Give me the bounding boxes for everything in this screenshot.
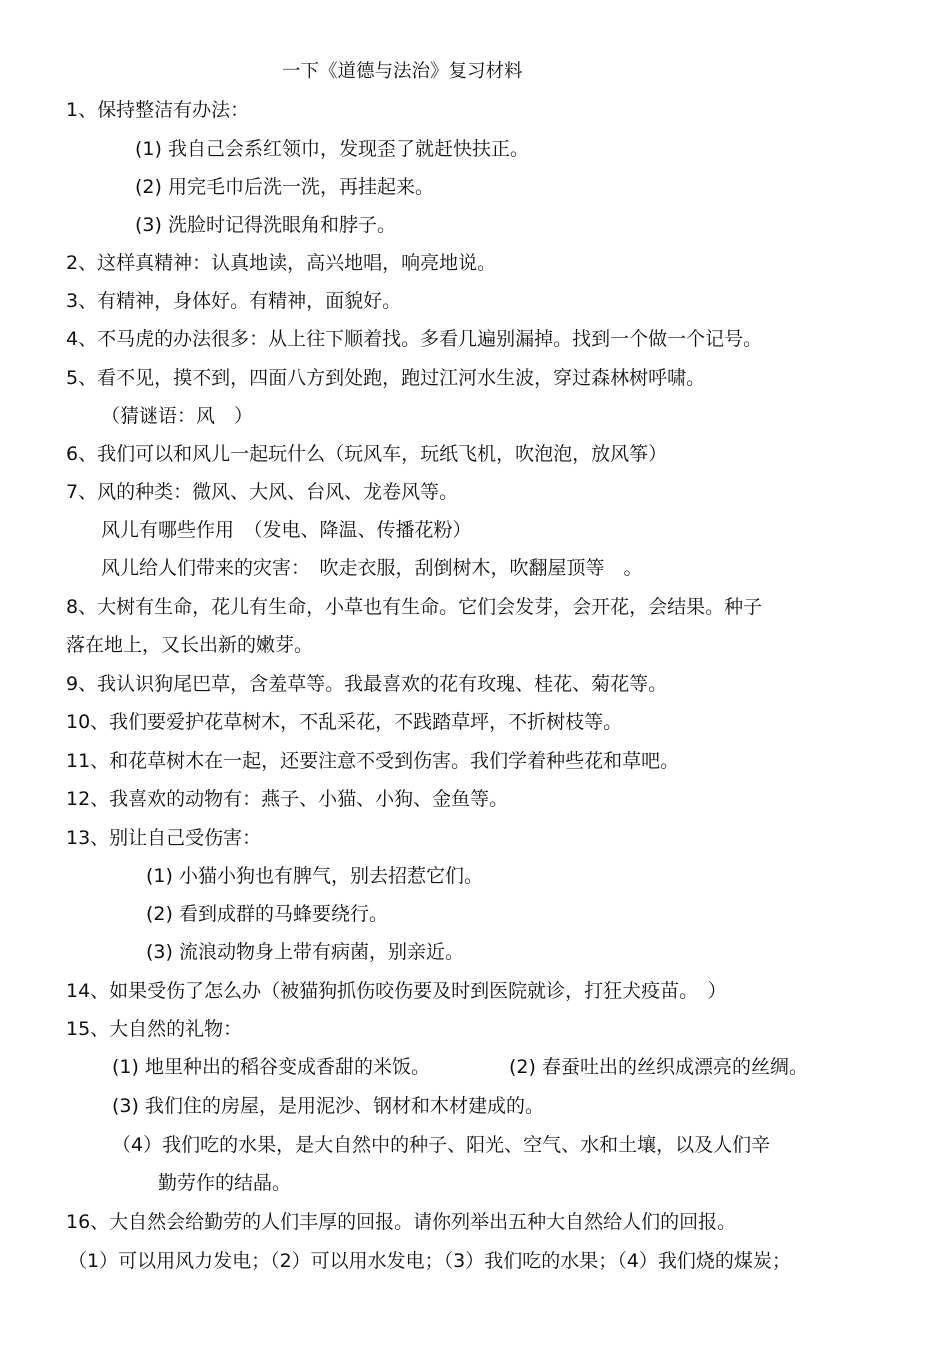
item-15-heading: 15、大自然的礼物： bbox=[66, 1018, 243, 1040]
item-4: 4、不马虎的办法很多：从上往下顺着找。多看几遍别漏掉。找到一个做一个记号。 bbox=[66, 328, 763, 350]
item-13-sub-2: (2) 看到成群的马蜂要绕行。 bbox=[146, 903, 388, 925]
item-3: 3、有精神，身体好。有精神，面貌好。 bbox=[66, 290, 402, 312]
item-1-sub-2: (2) 用完毛巾后洗一洗，再挂起来。 bbox=[135, 176, 434, 198]
item-13-sub-1: (1) 小猫小狗也有脾气，别去招惹它们。 bbox=[146, 865, 483, 887]
item-13-heading: 13、别让自己受伤害： bbox=[66, 827, 262, 849]
item-7-disasters: 风儿给人们带来的灾害： 吹走衣服，刮倒树木，吹翻屋顶等 。 bbox=[101, 557, 643, 579]
item-14: 14、如果受伤了怎么办（被猫狗抓伤咬伤要及时到医院就诊，打狂犬疫苗。 ） bbox=[66, 980, 727, 1002]
item-5: 5、看不见，摸不到，四面八方到处跑，跑过江河水生波，穿过森林树呼啸。 bbox=[66, 367, 706, 389]
item-6: 6、我们可以和风儿一起玩什么（玩风车，玩纸飞机，吹泡泡，放风筝） bbox=[66, 443, 668, 465]
item-7-uses: 风儿有哪些作用 （发电、降温、传播花粉） bbox=[101, 519, 472, 541]
item-1-sub-3: (3) 洗脸时记得洗眼角和脖子。 bbox=[135, 214, 396, 236]
item-12: 12、我喜欢的动物有：燕子、小猫、小狗、金鱼等。 bbox=[66, 788, 509, 810]
item-10: 10、我们要爱护花草树木，不乱采花，不践踏草坪，不折树枝等。 bbox=[66, 711, 623, 733]
item-1-sub-1: (1) 我自己会系红领巾，发现歪了就赶快扶正。 bbox=[135, 138, 529, 160]
document-title: 一下《道德与法治》复习材料 bbox=[282, 61, 523, 82]
item-2: 2、这样真精神：认真地读，高兴地唱，响亮地说。 bbox=[66, 252, 497, 274]
item-5-riddle-answer: （猜谜语：风 ） bbox=[101, 405, 254, 427]
item-15-sub-4-continued: 勤劳作的结晶。 bbox=[158, 1172, 292, 1194]
item-15-sub-4: （4）我们吃的水果，是大自然中的种子、阳光、空气、水和土壤，以及人们辛 bbox=[112, 1134, 771, 1156]
item-13-sub-3: (3) 流浪动物身上带有病菌，别亲近。 bbox=[146, 941, 464, 963]
item-15-sub-1: (1) 地里种出的稻谷变成香甜的米饭。 bbox=[112, 1056, 430, 1078]
item-7: 7、风的种类：微风、大风、台风、龙卷风等。 bbox=[66, 481, 459, 503]
item-15-sub-3: (3) 我们住的房屋，是用泥沙、钢材和木材建成的。 bbox=[112, 1095, 544, 1117]
item-16: 16、大自然会给勤劳的人们丰厚的回报。请你列举出五种大自然给人们的回报。 bbox=[66, 1211, 737, 1233]
item-16-answers: （1）可以用风力发电；（2）可以用水发电；（3）我们吃的水果；（4）我们烧的煤炭； bbox=[68, 1250, 791, 1272]
item-1-heading: 1、保持整洁有办法： bbox=[66, 99, 250, 121]
item-15-sub-2: (2) 春蚕吐出的丝织成漂亮的丝绸。 bbox=[509, 1056, 808, 1078]
item-9: 9、我认识狗尾巴草，含羞草等。我最喜欢的花有玫瑰、桂花、菊花等。 bbox=[66, 673, 668, 695]
item-11: 11、和花草树木在一起，还要注意不受到伤害。我们学着种些花和草吧。 bbox=[66, 750, 680, 772]
item-8-continued: 落在地上，又长出新的嫩芽。 bbox=[66, 634, 314, 656]
item-8: 8、大树有生命，花儿有生命，小草也有生命。它们会发芽，会开花，会结果。种子 bbox=[66, 596, 763, 618]
